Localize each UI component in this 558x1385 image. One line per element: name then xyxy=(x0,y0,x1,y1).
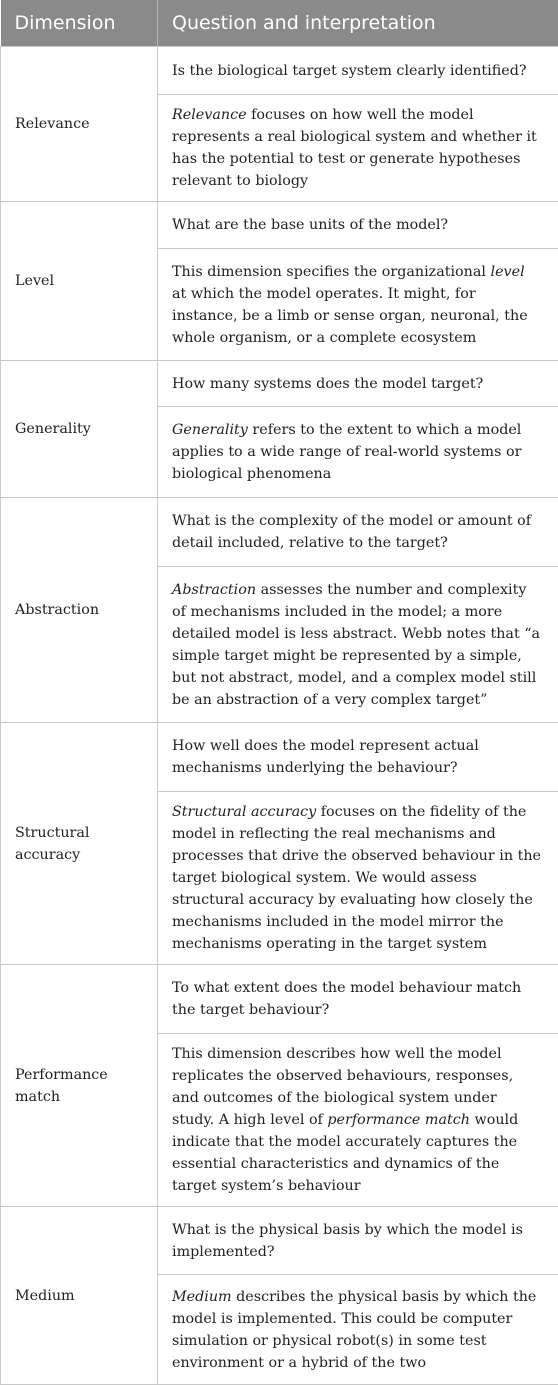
question-cell: How many systems does the model target? xyxy=(158,361,558,407)
dimension-cell: Relevance xyxy=(1,47,158,202)
dimension-cell: Structural accuracy xyxy=(1,723,158,965)
question-cell: What are the base units of the model? xyxy=(158,202,558,249)
dimension-cell: Generality xyxy=(1,361,158,498)
interpretation-cell: This dimension specifies the organizational level at which the model operates. It might, for instance, be a limb or sense organ, neuronal, the whole organism, or a complete ecosystem xyxy=(158,249,558,361)
dimension-cell: Medium xyxy=(1,1207,158,1385)
interpretation-cell: Generality refers to the extent to which a model applies to a wide range of real-world systems or biological phenomena xyxy=(158,407,558,498)
table-row xyxy=(1,723,558,792)
dimension-cell: Abstraction xyxy=(1,498,158,723)
interpretation-cell: Structural accuracy focuses on the fidelity of the model in reflecting the real mechanisms and processes that drive the observed behaviour in the target biological system. We would assess structural accuracy by evaluating how closely the mechanisms included in the model mirror the mechanisms operating in the target system xyxy=(158,792,558,965)
table-row xyxy=(1,47,558,95)
interpretation-cell: Abstraction assesses the number and complexity of mechanisms included in the model; a more detailed model is less abstract. Webb notes that “a simple target might be represented by a simple, but not abstract, model, and a complex model still be an abstraction of a very complex target” xyxy=(158,567,558,723)
table-row xyxy=(1,202,558,249)
question-cell: How well does the model represent actual mechanisms underlying the behaviour? xyxy=(158,723,558,792)
table-row xyxy=(1,498,558,567)
interpretation-cell: This dimension describes how well the model replicates the observed behaviours, responses, and outcomes of the biological system under study. A high level of performance match would indicate that the model accurately captures the essential characteristics and dynamics of the target system’s behaviour xyxy=(158,1034,558,1207)
header-row xyxy=(1,0,558,47)
dimension-cell: Performance match xyxy=(1,965,158,1207)
header-dimension: Dimension xyxy=(1,0,158,47)
table-row xyxy=(1,965,558,1034)
header-question-interpretation: Question and interpretation xyxy=(158,0,558,47)
question-cell: What is the complexity of the model or amount of detail included, relative to the target? xyxy=(158,498,558,567)
question-cell: Is the biological target system clearly identified? xyxy=(158,47,558,95)
dimension-cell: Level xyxy=(1,202,158,361)
table-row xyxy=(1,1207,558,1275)
interpretation-cell: Medium describes the physical basis by which the model is implemented. This could be computer simulation or physical robot(s) in some test environment or a hybrid of the two xyxy=(158,1275,558,1385)
interpretation-cell: Relevance focuses on how well the model represents a real biological system and whether it has the potential to test or generate hypotheses relevant to biology xyxy=(158,95,558,202)
question-cell: What is the physical basis by which the model is implemented? xyxy=(158,1207,558,1275)
table-row xyxy=(1,361,558,407)
question-cell: To what extent does the model behaviour match the target behaviour? xyxy=(158,965,558,1034)
